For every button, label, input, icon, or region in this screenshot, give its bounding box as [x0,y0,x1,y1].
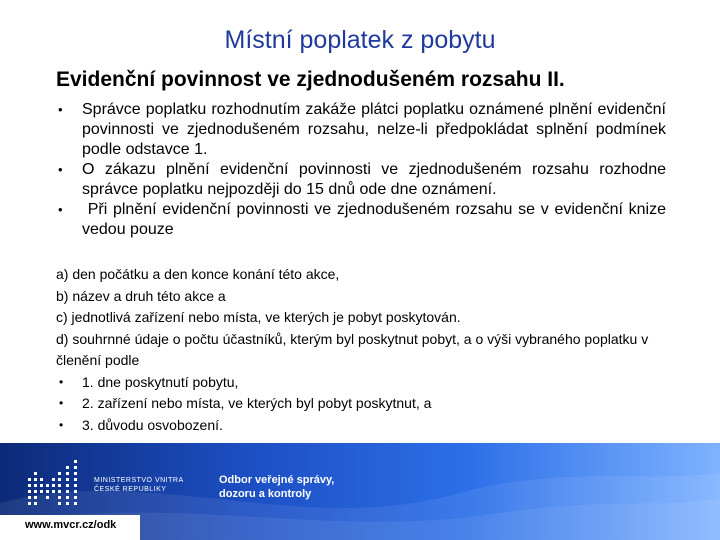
record-item: d) souhrnné údaje o počtu účastníků, kterým byl poskytnut pobyt, a o výši vybraného poplatku v členění podle [56,330,649,368]
bullet-text: Správce poplatku rozhodnutím zakáže plátci poplatku oznámené plnění evidenční povinnosti ve zjednodušeném rozsahu, nelze-li předpokládat splnění podmínek podle odstavce 1. [82,101,666,158]
bullet-dot: • [59,374,64,389]
record-item: c) jednotlivá zařízení nebo místa, ve kterých je pobyt poskytován. [56,309,461,325]
slide-title: Místní poplatek z pobytu [224,26,496,54]
bullet-dot: • [58,102,63,117]
website-link[interactable]: www.mvcr.cz/odk [25,519,117,531]
slide-subtitle: Evidenční povinnost ve zjednodušeném rozsahu II. [56,68,565,91]
bullet-text: Při plnění evidenční povinnosti ve zjednodušeném rozsahu se v evidenční knize vedou pouze [82,201,671,238]
bullet-dot: • [59,396,64,410]
department-name-line: Odbor veřejné správy, [219,474,335,486]
bullet-dot: • [58,202,63,217]
record-item: a) den počátku a den konce konání této akce, [56,266,340,282]
main-bullet-list [58,100,671,240]
department-name-line: dozoru a kontroly [219,488,312,500]
sub-bullet-text: 3. důvodu osvobození. [82,416,223,433]
ministry-name-line: MINISTERSTVO VNITRA [94,477,184,484]
sub-bullet-item [56,372,670,394]
sub-bullet-text: 1. dne poskytnutí pobytu, [82,373,239,390]
record-items [56,264,670,436]
ministry-logo-icon [26,458,86,510]
bullet-item [58,100,666,160]
sub-bullet-item [56,415,670,437]
bullet-dot: • [59,417,64,432]
record-item: b) název a druh této akce a [56,287,226,304]
sub-bullet-list [56,372,670,437]
bullet-text: O zákazu plnění evidenční povinnosti ve zjednodušeném rozsahu rozhodne správce poplatku nejpozději do 15 dnů ode dne oznámení. [82,161,666,198]
sub-bullet-text: 2. zařízení nebo místa, ve kterých byl pobyt poskytnut, a [82,395,432,411]
bullet-item [58,200,671,240]
bullet-item [58,160,666,200]
ministry-name-line: ČESKÉ REPUBLIKY [94,486,167,493]
ministry-name [94,476,184,494]
department-name [219,473,334,501]
bullet-dot: • [58,162,63,177]
sub-bullet-item [56,393,670,415]
